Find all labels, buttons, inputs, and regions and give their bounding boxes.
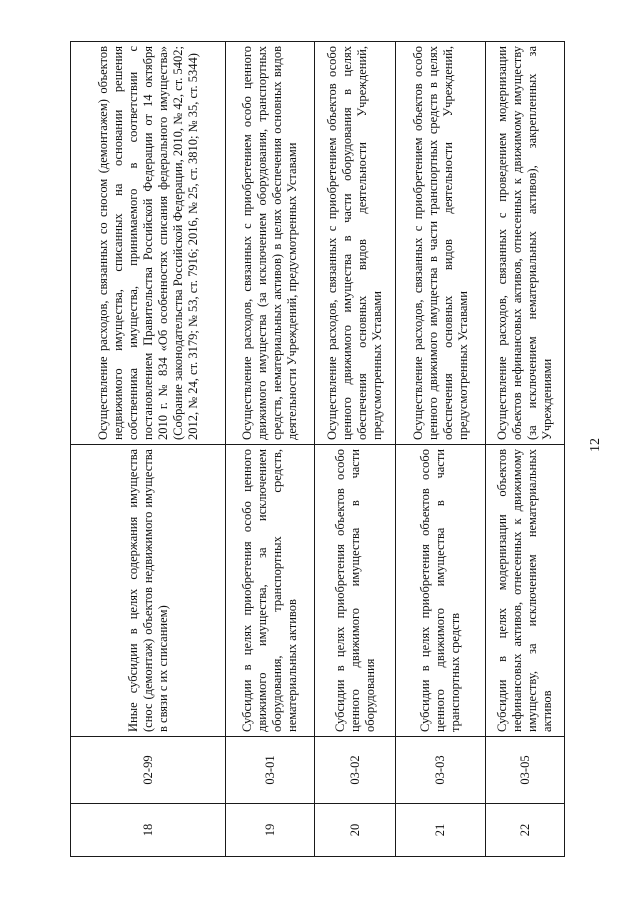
row-code: 03-03 — [396, 737, 486, 804]
row-name: Субсидии в целях приобретения объектов особо ценного движимого имущества в части транспортных средств — [396, 445, 486, 737]
row-code: 03-01 — [226, 737, 315, 804]
page-number: 12 — [588, 438, 603, 452]
row-code: 03-05 — [486, 737, 565, 804]
table-row — [396, 42, 486, 857]
row-name: Субсидии в целях приобретения объектов особо ценного движимого имущества в части оборудования — [315, 445, 396, 737]
table-row — [315, 42, 396, 857]
row-code: 03-02 — [315, 737, 396, 804]
row-description: Осуществление расходов, связанных с приобретением объектов особо ценного движимого имущества в части транспортных средств в целях обеспечения основных видов деятельности Учреждений, предусмотренных Уставами — [396, 42, 486, 445]
row-number: 22 — [486, 804, 565, 857]
table-row — [71, 42, 226, 857]
row-name: Субсидии в целях модернизации объектов нефинансовых активов, отнесенных к движимому имуществу, за исключением нематериальных активов — [486, 445, 565, 737]
table-row — [486, 42, 565, 857]
row-description: Осуществление расходов, связанных с приобретением объектов особо ценного движимого имущества в части оборудования в целях обеспечения основных видов деятельности Учреждений, предусмотренных Уставами — [315, 42, 396, 445]
row-description: Осуществление расходов, связанных со сносом (демонтажем) объектов недвижимого имущества, списанных на основании решения собственника имущества, принимаемого в соответствии с постановлением Правительства Российской Федерации от 14 октября 2010 г. № 834 «Об особенностях списания федерального имущества» (Собрание законодательства Российской Федерации, 2010, № 42, ст. 5402; 2012, № 24, ст. 3179; № 53, ст. 7916; 2016, № 25, ст. 3810; № 35, ст. 5344) — [71, 42, 226, 445]
row-number: 20 — [315, 804, 396, 857]
row-description: Осуществление расходов, связанных с приобретением особо ценного движимого имущества (за исключением оборудования, транспортных средств, нематериальных активов) в целях обеспечения основных видов деятельности Учреждений, предусмотренных Уставами — [226, 42, 315, 445]
row-number: 21 — [396, 804, 486, 857]
row-name: Субсидии в целях приобретения особо ценного движимого имущества, за исключением оборудования, транспортных средств, нематериальных активов — [226, 445, 315, 737]
row-number: 19 — [226, 804, 315, 857]
table-row — [226, 42, 315, 857]
row-code: 02-99 — [71, 737, 226, 804]
row-name: Иные субсидии в целях содержания имущества (снос (демонтаж) объектов недвижимого имущества в связи с их списанием) — [71, 445, 226, 737]
row-description: Осуществление расходов, связанных с проведением модернизации объектов нефинансовых активов, отнесенных к движимому имуществу (за исключением нематериальных активов), закрепленных за Учреждениями — [486, 42, 565, 445]
subsidy-codes-table — [70, 41, 565, 857]
row-number: 18 — [71, 804, 226, 857]
